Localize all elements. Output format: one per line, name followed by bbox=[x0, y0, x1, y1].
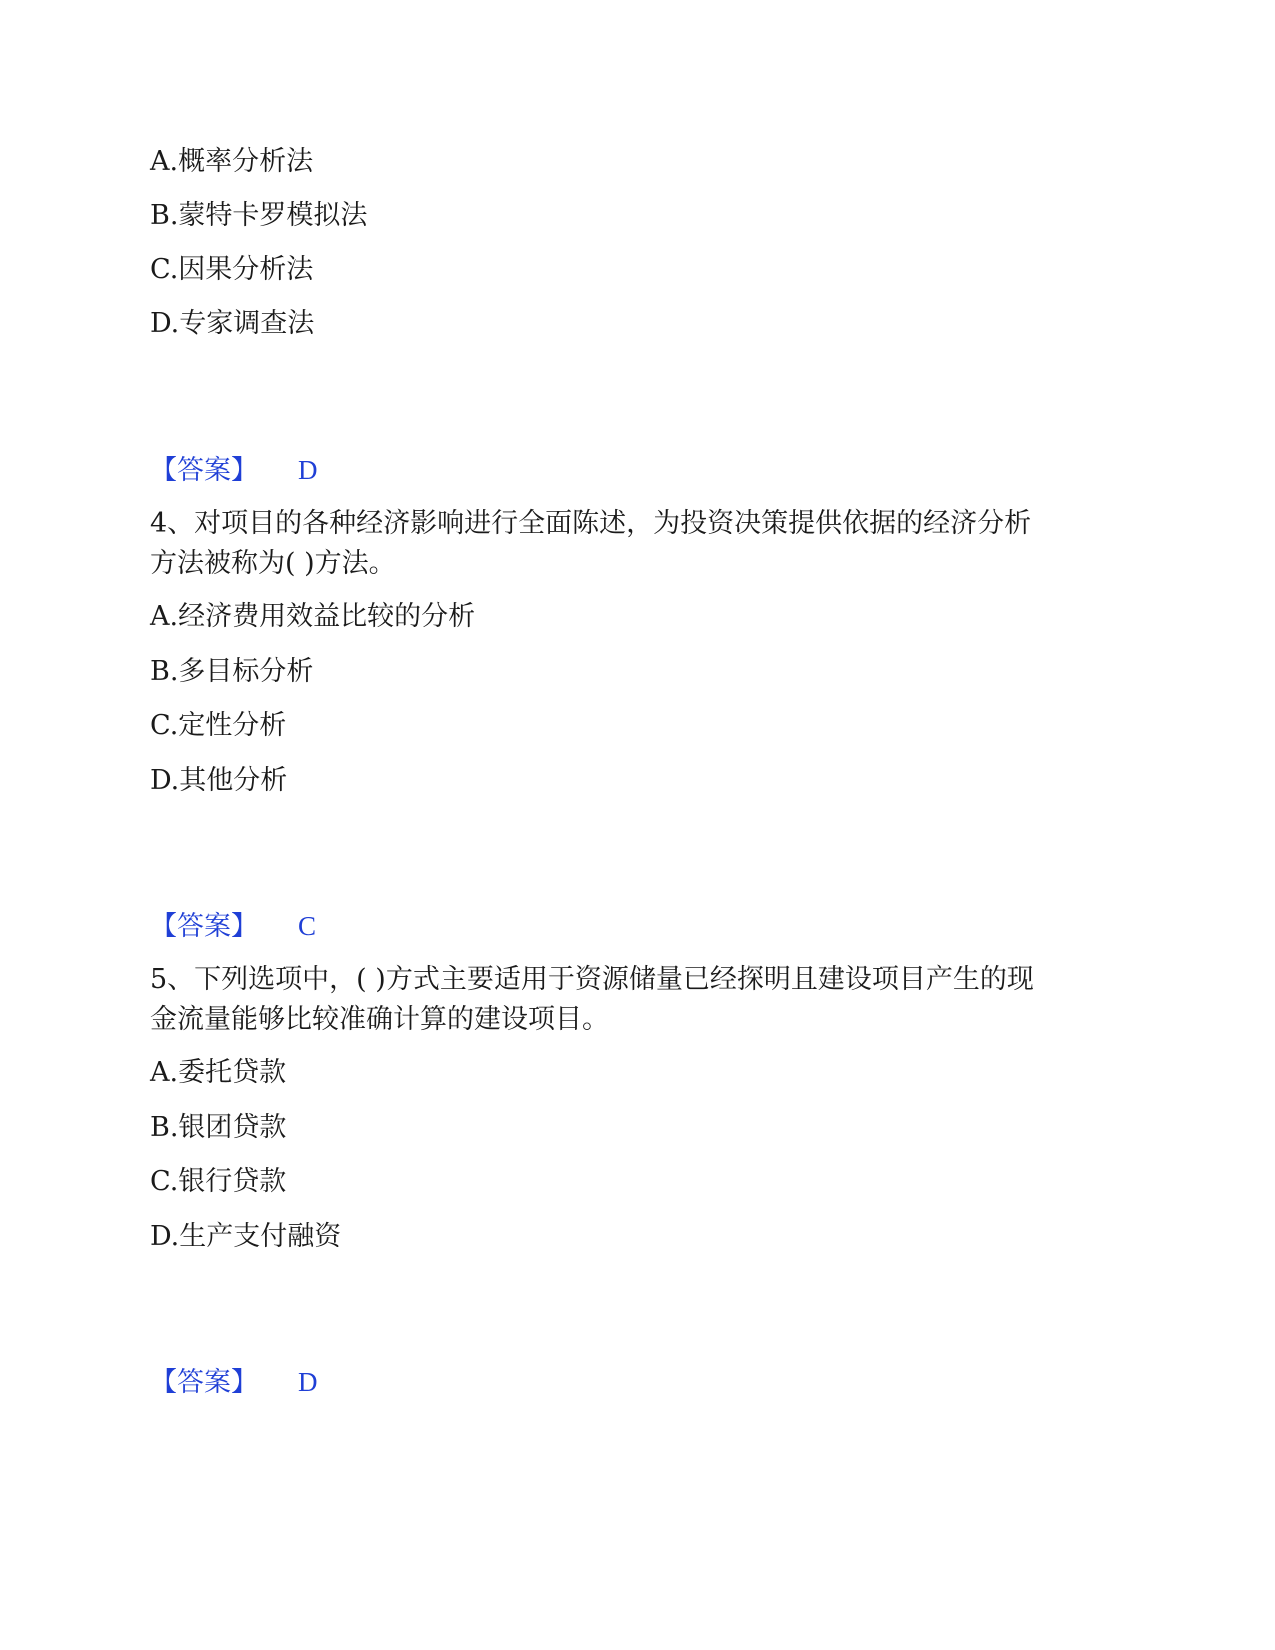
q4-option-d: D.其他分析 bbox=[150, 765, 288, 796]
q4-answer-label: 【答案】 bbox=[150, 911, 258, 942]
q3-option-a: A.概率分析法 bbox=[150, 146, 314, 177]
q3-option-c: C.因果分析法 bbox=[150, 254, 314, 285]
q4-stem-line2: 方法被称为( )方法。 bbox=[150, 548, 396, 579]
q4-option-a: A.经济费用效益比较的分析 bbox=[150, 601, 476, 632]
q5-option-b: B.银团贷款 bbox=[150, 1112, 287, 1143]
q5-stem-line1: 5、下列选项中，( )方式主要适用于资源储量已经探明且建设项目产生的现 bbox=[150, 964, 1034, 995]
q5-stem-line2: 金流量能够比较准确计算的建设项目。 bbox=[150, 1004, 609, 1035]
q4-answer-value: C bbox=[298, 911, 317, 941]
q3-answer-value: D bbox=[298, 455, 318, 485]
q3-answer-label: 【答案】 bbox=[150, 455, 258, 486]
q3-option-b: B.蒙特卡罗模拟法 bbox=[150, 200, 368, 231]
q4-stem-line1: 4、对项目的各种经济影响进行全面陈述，为投资决策提供依据的经济分析 bbox=[150, 508, 1032, 539]
q4-option-b: B.多目标分析 bbox=[150, 656, 314, 687]
q5-answer-label: 【答案】 bbox=[150, 1367, 258, 1398]
q5-option-c: C.银行贷款 bbox=[150, 1166, 287, 1197]
q5-answer bbox=[150, 1364, 318, 1401]
q5-option-d: D.生产支付融资 bbox=[150, 1221, 342, 1252]
q5-answer-value: D bbox=[298, 1367, 318, 1397]
q5-option-a: A.委托贷款 bbox=[150, 1057, 287, 1088]
q4-answer bbox=[150, 908, 316, 945]
q4-option-c: C.定性分析 bbox=[150, 710, 287, 741]
q3-answer bbox=[150, 452, 318, 489]
q3-option-d: D.专家调查法 bbox=[150, 308, 315, 339]
